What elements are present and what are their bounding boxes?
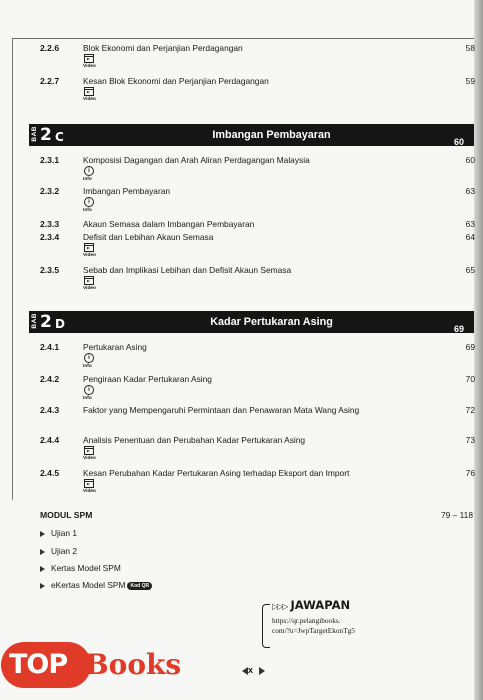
page-number: x <box>236 665 265 675</box>
entry-number: 2.4.5 <box>40 468 60 478</box>
toc-entry-2-3-2[interactable] <box>0 186 475 213</box>
video-icon[interactable]: Video <box>83 276 105 291</box>
entry-number: 2.3.5 <box>40 265 60 275</box>
toc-entry-2-4-4[interactable] <box>0 435 475 461</box>
modul-item-ekertas-model[interactable]: eKertas Model SPM Kod QR <box>40 580 152 590</box>
chapter-number: 2 <box>40 312 51 332</box>
entry-number: 2.2.6 <box>40 43 60 53</box>
toc-entry-2-3-1[interactable] <box>0 155 475 182</box>
jawapan-url[interactable]: https://qr.pelangibooks. com/?u=JwpTargetEkonTg5 <box>272 616 355 635</box>
kod-qr-badge: Kod QR <box>127 582 152 590</box>
entry-page: 65 <box>465 265 475 275</box>
toc-entry-2-2-6[interactable] <box>0 43 475 69</box>
modul-item-ujian-2[interactable]: Ujian 2 <box>40 546 77 556</box>
page-edge-shadow <box>474 0 483 700</box>
arrow-icon <box>40 566 45 572</box>
toc-entry-2-4-5[interactable] <box>0 468 475 494</box>
toc-entry-2-3-4[interactable] <box>0 232 475 258</box>
entry-number: 2.3.3 <box>40 219 60 229</box>
entry-title: Komposisi Dagangan dan Arah Aliran Perdagangan Malaysia <box>83 155 310 165</box>
chapter-letter: C <box>55 130 64 144</box>
video-icon[interactable]: Video <box>83 243 105 258</box>
toc-entry-2-4-1[interactable] <box>0 342 475 369</box>
topbooks-watermark-logo: TOP Books <box>1 642 191 694</box>
entry-title: Pertukaran Asing <box>83 342 147 352</box>
entry-page: 72 <box>465 405 475 415</box>
entry-page: 63 <box>465 219 475 229</box>
chapter-number: 2 <box>40 125 51 145</box>
toc-entry-2-4-3[interactable] <box>0 405 475 425</box>
chapter-page: 69 <box>453 324 464 334</box>
chapter-2c-header[interactable] <box>29 124 474 146</box>
info-icon[interactable]: i Info <box>83 166 105 182</box>
entry-page: 76 <box>465 468 475 478</box>
entry-page: 70 <box>465 374 475 384</box>
entry-title: Blok Ekonomi dan Perjanjian Perdagangan <box>83 43 243 53</box>
entry-page: 64 <box>465 232 475 242</box>
entry-title: Kesan Blok Ekonomi dan Perjanjian Perdagangan <box>83 76 269 86</box>
entry-title: Kesan Perubahan Kadar Pertukaran Asing terhadap Eksport dan Import <box>83 468 350 478</box>
arrow-icon <box>40 531 45 537</box>
right-arrow-icon <box>259 667 265 675</box>
info-icon[interactable]: i Info <box>83 353 105 369</box>
jawapan-title: ▷▷▷ JAWAPAN <box>272 598 351 612</box>
entry-number: 2.3.2 <box>40 186 60 196</box>
entry-title: Analisis Penentuan dan Perubahan Kadar Pertukaran Asing <box>83 435 306 445</box>
toc-entry-2-3-5[interactable] <box>0 265 475 291</box>
entry-title: Sebab dan Implikasi Lebihan dan Defisit Akaun Semasa <box>83 265 292 275</box>
modul-item-ujian-1[interactable]: Ujian 1 <box>40 528 77 538</box>
entry-number: 2.3.4 <box>40 232 60 242</box>
chapter-2d-header[interactable] <box>29 311 474 333</box>
entry-title: Pengiraan Kadar Pertukaran Asing <box>83 374 212 384</box>
entry-page: 73 <box>465 435 475 445</box>
entry-number: 2.4.3 <box>40 405 60 415</box>
video-icon[interactable]: Video <box>83 479 105 494</box>
video-icon[interactable]: Video <box>83 446 105 461</box>
bab-label: BAB <box>31 313 38 329</box>
bracket-decoration <box>262 604 270 648</box>
jawapan-box[interactable] <box>262 598 462 654</box>
bab-label: BAB <box>31 126 38 142</box>
entry-title: Faktor yang Mempengaruhi Permintaan dan Penawaran Mata Wang Asing <box>83 405 360 415</box>
entry-page: 60 <box>465 155 475 165</box>
entry-title: Akaun Semasa dalam Imbangan Pembayaran <box>83 219 255 229</box>
entry-page: 63 <box>465 186 475 196</box>
entry-title: Defisit dan Lebihan Akaun Semasa <box>83 232 214 242</box>
modul-item-kertas-model[interactable]: Kertas Model SPM <box>40 563 121 573</box>
info-icon[interactable]: i Info <box>83 197 105 213</box>
chapter-page: 60 <box>453 137 464 147</box>
entry-number: 2.3.1 <box>40 155 60 165</box>
top-rule <box>12 38 474 39</box>
entry-page: 58 <box>465 43 475 53</box>
video-icon[interactable]: Video <box>83 87 105 102</box>
entry-number: 2.4.2 <box>40 374 60 384</box>
chapter-title: Kadar Pertukaran Asing <box>210 316 333 328</box>
entry-page: 69 <box>465 342 475 352</box>
chapter-letter: D <box>55 317 65 331</box>
toc-entry-2-4-2[interactable] <box>0 374 475 401</box>
triple-arrow-icon: ▷▷▷ <box>272 602 288 611</box>
entry-number: 2.2.7 <box>40 76 60 86</box>
entry-number: 2.4.1 <box>40 342 60 352</box>
entry-page: 59 <box>465 76 475 86</box>
toc-entry-2-2-7[interactable] <box>0 76 475 102</box>
chapter-title: Imbangan Pembayaran <box>212 129 331 141</box>
modul-spm-pages: 79 – 118 <box>441 510 473 520</box>
modul-spm-heading[interactable]: MODUL SPM <box>40 510 93 520</box>
entry-number: 2.4.4 <box>40 435 60 445</box>
arrow-icon <box>40 549 45 555</box>
video-icon[interactable]: Video <box>83 54 105 69</box>
arrow-icon <box>40 583 45 589</box>
info-icon[interactable]: i Info <box>83 385 105 401</box>
entry-title: Imbangan Pembayaran <box>83 186 171 196</box>
